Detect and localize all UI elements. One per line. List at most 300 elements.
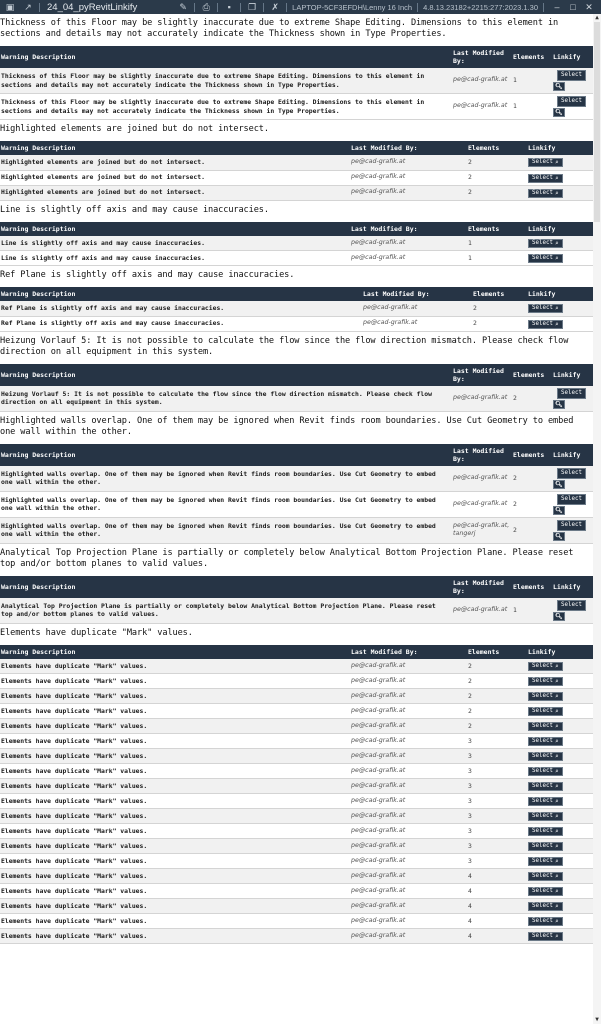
select-button[interactable] <box>528 812 563 821</box>
table-header-row <box>0 46 593 68</box>
col-warning-description: Warning Description <box>1 647 76 656</box>
select-label: Select <box>532 843 553 849</box>
select-label: Select <box>532 783 553 789</box>
col-elements: Elements <box>513 582 545 591</box>
select-label: Select <box>532 873 553 879</box>
element-count: 2 <box>512 386 552 412</box>
element-count: 2 <box>467 704 527 719</box>
last-modified-by: pe@cad-grafik.at <box>350 914 467 929</box>
col-linkify: Linkify <box>528 647 556 656</box>
element-count: 3 <box>467 854 527 869</box>
section-title: Highlighted elements are joined but do not intersect. <box>0 124 269 134</box>
col-elements: Elements <box>473 290 505 298</box>
linkify-cell <box>527 854 593 869</box>
select-label: Select <box>532 828 553 834</box>
select-button[interactable] <box>528 189 563 198</box>
window-titlebar <box>0 0 601 14</box>
element-count: 2 <box>467 185 527 200</box>
search-icon: ⌕ <box>554 189 559 197</box>
scroll-down-icon[interactable]: ▼ <box>595 1016 599 1023</box>
search-icon: ⌕ <box>554 888 559 895</box>
scrollbar-thumb[interactable] <box>594 22 600 222</box>
warning-description: Elements have duplicate "Mark" values. <box>0 704 350 719</box>
section-title: Heizung Vorlauf 5: It is not possible to calculate the flow since the flow direction mismatch. Please check flow direction on all equipment in this system. <box>0 335 569 357</box>
last-modified-by: pe@cad-grafik.at <box>350 884 467 899</box>
warning-description: Highlighted elements are joined but do not intersect. <box>0 155 350 170</box>
select-label: Select <box>532 813 553 819</box>
section-title: Thickness of this Floor may be slightly inaccurate due to extreme Shape Editing. Dimensions to this element in sections and details may not accurately indicate the Thickness shown in Type Properties. <box>0 18 559 39</box>
table-row <box>0 466 593 492</box>
vertical-scrollbar[interactable] <box>593 14 601 1024</box>
section-title: Line is slightly off axis and may cause inaccuracies. <box>0 204 269 215</box>
select-label: Select <box>532 678 553 684</box>
table-row <box>0 491 593 517</box>
divider <box>194 3 195 12</box>
edit-icon[interactable]: ✎ <box>179 1 187 12</box>
linkify-cell <box>527 824 593 839</box>
last-modified-by: pe@cad-grafik.at <box>350 899 467 914</box>
table-row <box>0 764 593 779</box>
table-row <box>0 170 593 185</box>
warning-description: Highlighted walls overlap. One of them may be ignored when Revit finds room boundaries. Use Cut Geometry to embed one wall within the other. <box>0 517 452 543</box>
close-button[interactable]: ✕ <box>585 1 593 12</box>
linkify-cell <box>527 155 593 170</box>
select-label: Select <box>532 768 553 774</box>
element-count: 4 <box>467 929 527 944</box>
last-modified-by: pe@cad-grafik.at <box>350 779 467 794</box>
select-button[interactable] <box>528 842 563 851</box>
select-button[interactable] <box>528 917 563 926</box>
warning-description: Elements have duplicate "Mark" values. <box>0 779 350 794</box>
warning-description: Highlighted elements are joined but do not intersect. <box>0 185 350 200</box>
select-button[interactable] <box>553 70 586 91</box>
search-icon[interactable]: 🔍︎ <box>555 506 563 514</box>
table-row <box>0 869 593 884</box>
section-title: Ref Plane is slightly off axis and may cause inaccuracies. <box>0 270 295 280</box>
warning-section <box>0 412 593 544</box>
search-icon[interactable]: 🔍︎ <box>555 83 563 90</box>
last-modified-by: pe@cad-grafik.at <box>452 491 512 517</box>
search-icon: ⌕ <box>554 174 559 182</box>
element-count: 2 <box>472 301 527 316</box>
search-icon: ⌕ <box>554 693 559 700</box>
col-last-modified: Last Modified By: <box>351 224 418 233</box>
warning-description: Highlighted elements are joined but do not intersect. <box>0 170 350 185</box>
divider <box>39 3 40 12</box>
linkify-cell <box>527 704 593 719</box>
linkify-cell <box>552 386 593 412</box>
table-row <box>0 779 593 794</box>
table-header-row <box>0 444 593 466</box>
table-row <box>0 185 593 200</box>
linkify-cell <box>527 764 593 779</box>
warning-description: Elements have duplicate "Mark" values. <box>0 659 350 674</box>
col-warning-description: Warning Description <box>1 450 76 459</box>
select-button[interactable] <box>528 239 563 248</box>
warning-description: Elements have duplicate "Mark" values. <box>0 929 350 944</box>
divider <box>240 3 241 12</box>
col-elements: Elements <box>468 647 500 656</box>
linkify-cell <box>527 689 593 704</box>
table-row <box>0 809 593 824</box>
linkify-cell <box>527 794 593 809</box>
linkify-cell <box>527 779 593 794</box>
linkify-cell <box>527 674 593 689</box>
select-button[interactable] <box>553 388 586 409</box>
warnings-table <box>0 46 593 120</box>
col-elements: Elements <box>468 144 500 152</box>
linkify-cell <box>527 316 593 331</box>
element-count: 2 <box>467 170 527 185</box>
element-count: 4 <box>467 869 527 884</box>
section-title: Analytical Top Projection Plane is partially or completely below Analytical Bottom Projection Plane. Please reset top and/or bottom planes to valid values. <box>0 547 574 569</box>
warning-description: Ref Plane is slightly off axis and may cause inaccuracies. <box>0 316 362 331</box>
report-content <box>0 14 593 1024</box>
table-row <box>0 68 593 94</box>
select-button[interactable] <box>528 902 563 911</box>
search-icon: ⌕ <box>554 320 559 328</box>
warning-section <box>0 266 593 332</box>
divider <box>286 3 287 12</box>
search-icon: ⌕ <box>554 768 559 775</box>
table-row <box>0 386 593 412</box>
table-row <box>0 598 593 624</box>
col-linkify: Linkify <box>553 582 581 591</box>
search-icon[interactable]: 🔍︎ <box>555 532 563 540</box>
select-label: Select <box>532 933 553 939</box>
table-header-row <box>0 287 593 301</box>
select-label[interactable]: Select <box>557 600 586 611</box>
warning-section <box>0 624 593 945</box>
table-row <box>0 155 593 170</box>
table-row <box>0 929 593 944</box>
search-icon: ⌕ <box>554 858 559 865</box>
col-elements: Elements <box>513 450 545 459</box>
last-modified-by: pe@cad-grafik.at <box>350 185 467 200</box>
table-row <box>0 517 593 543</box>
warning-section <box>0 120 593 201</box>
col-warning-description: Warning Description <box>1 53 76 61</box>
warnings-table <box>0 222 593 267</box>
select-label: Select <box>532 798 553 804</box>
element-count: 4 <box>467 884 527 899</box>
search-icon[interactable]: 🔍︎ <box>555 109 563 116</box>
warning-description: Elements have duplicate "Mark" values. <box>0 734 350 749</box>
search-icon: ⌕ <box>554 662 559 670</box>
linkify-cell <box>552 598 593 624</box>
select-button[interactable] <box>528 827 563 836</box>
element-count: 2 <box>467 674 527 689</box>
warning-description: Elements have duplicate "Mark" values. <box>0 899 350 914</box>
select-label[interactable]: Select <box>557 70 586 81</box>
select-button[interactable] <box>528 320 563 329</box>
search-icon: ⌕ <box>554 708 559 715</box>
search-icon: ⌕ <box>554 678 559 685</box>
col-linkify: Linkify <box>528 144 556 152</box>
warning-description: Elements have duplicate "Mark" values. <box>0 689 350 704</box>
warning-description: Line is slightly off axis and may cause inaccuracies. <box>0 251 350 266</box>
print-icon[interactable]: ⎙ <box>202 1 210 12</box>
linkify-cell <box>527 301 593 316</box>
search-icon: ⌕ <box>554 933 559 940</box>
last-modified-by: pe@cad-grafik.at <box>350 749 467 764</box>
last-modified-by: pe@cad-grafik.at <box>350 704 467 719</box>
element-count: 3 <box>467 809 527 824</box>
warning-description: Elements have duplicate "Mark" values. <box>0 749 350 764</box>
warning-section <box>0 14 593 120</box>
divider <box>543 3 544 12</box>
select-button[interactable] <box>528 857 563 866</box>
warning-description: Elements have duplicate "Mark" values. <box>0 674 350 689</box>
last-modified-by: pe@cad-grafik.at <box>350 929 467 944</box>
table-row <box>0 749 593 764</box>
select-button[interactable] <box>528 887 563 896</box>
element-count: 3 <box>467 749 527 764</box>
select-label: Select <box>532 723 553 729</box>
select-label: Select <box>532 738 553 744</box>
table-header-row <box>0 645 593 659</box>
table-row <box>0 734 593 749</box>
select-label: Select <box>532 918 553 924</box>
search-icon: ⌕ <box>554 843 559 850</box>
col-linkify: Linkify <box>553 450 581 459</box>
linkify-cell <box>527 899 593 914</box>
select-label: Select <box>532 255 553 261</box>
table-row <box>0 236 593 251</box>
select-button[interactable] <box>553 96 586 117</box>
search-icon: ⌕ <box>554 813 559 820</box>
warnings-table <box>0 576 593 624</box>
divider <box>217 3 218 12</box>
col-warning-description: Warning Description <box>1 224 76 233</box>
table-row <box>0 899 593 914</box>
select-button[interactable] <box>528 737 563 746</box>
element-count: 1 <box>512 598 552 624</box>
element-count: 2 <box>467 155 527 170</box>
select-button[interactable] <box>528 782 563 791</box>
save-icon[interactable]: ▪ <box>227 2 231 12</box>
search-icon: ⌕ <box>554 753 559 760</box>
linkify-cell <box>527 809 593 824</box>
element-count: 2 <box>512 491 552 517</box>
select-button[interactable] <box>528 677 563 686</box>
select-button[interactable] <box>528 254 563 263</box>
table-row <box>0 824 593 839</box>
last-modified-by: pe@cad-grafik.at, tangerj <box>452 517 512 543</box>
select-button[interactable] <box>553 468 586 489</box>
last-modified-by: pe@cad-grafik.at <box>350 170 467 185</box>
select-label[interactable]: Select <box>557 494 586 505</box>
warning-description: Analytical Top Projection Plane is partially or completely below Analytical Bottom Projection Plane. Please reset top and/or bottom planes to valid values. <box>0 598 452 624</box>
minimize-button[interactable]: – <box>554 2 560 12</box>
last-modified-by: pe@cad-grafik.at <box>350 689 467 704</box>
copy-icon[interactable]: ❐ <box>248 1 257 12</box>
select-button[interactable] <box>528 722 563 731</box>
search-icon: ⌕ <box>554 873 559 880</box>
last-modified-by: pe@cad-grafik.at <box>452 466 512 492</box>
select-label[interactable]: Select <box>557 468 586 479</box>
linkify-cell <box>552 491 593 517</box>
element-count: 1 <box>512 68 552 94</box>
element-count: 2 <box>467 689 527 704</box>
select-button[interactable] <box>528 662 563 671</box>
select-label[interactable]: Select <box>557 388 586 399</box>
element-count: 4 <box>467 899 527 914</box>
col-last-modified: Last Modified By: <box>363 290 430 298</box>
linkify-cell <box>527 884 593 899</box>
search-icon[interactable]: 🔍︎ <box>555 480 563 488</box>
last-modified-by: pe@cad-grafik.at <box>452 598 512 624</box>
element-count: 1 <box>512 94 552 120</box>
table-row <box>0 94 593 120</box>
pin-off-icon[interactable]: ✗ <box>271 1 279 12</box>
last-modified-by: pe@cad-grafik.at <box>452 386 512 412</box>
warning-description: Elements have duplicate "Mark" values. <box>0 914 350 929</box>
table-row <box>0 914 593 929</box>
element-count: 3 <box>467 839 527 854</box>
col-warning-description: Warning Description <box>1 144 76 152</box>
select-label: Select <box>532 903 553 909</box>
terminal-icon[interactable]: ▣ <box>5 1 15 12</box>
select-button[interactable] <box>528 707 563 716</box>
machine-name: LAPTOP-5CF3EFDH\Lenny 16 Inch <box>292 2 413 12</box>
select-label[interactable]: Select <box>557 96 586 107</box>
search-icon: ⌕ <box>554 918 559 925</box>
table-row <box>0 301 593 316</box>
window-title: 24_04_pyRevitLinkify <box>47 1 138 13</box>
col-last-modified: Last Modified By: <box>453 366 504 383</box>
table-row <box>0 251 593 266</box>
element-count: 1 <box>467 251 527 266</box>
select-button[interactable] <box>553 494 586 515</box>
element-count: 2 <box>512 517 552 543</box>
select-button[interactable] <box>528 158 563 167</box>
warning-description: Thickness of this Floor may be slightly inaccurate due to extreme Shape Editing. Dimensions to this element in sections and details may not accurately indicate the Thickness shown in Type Properties. <box>0 68 452 94</box>
select-button[interactable] <box>528 797 563 806</box>
linkify-cell <box>527 929 593 944</box>
warning-description: Elements have duplicate "Mark" values. <box>0 854 350 869</box>
element-count: 2 <box>472 316 527 331</box>
element-count: 3 <box>467 764 527 779</box>
last-modified-by: pe@cad-grafik.at <box>350 734 467 749</box>
last-modified-by: pe@cad-grafik.at <box>350 251 467 266</box>
select-label: Select <box>532 305 553 312</box>
element-count: 2 <box>467 659 527 674</box>
last-modified-by: pe@cad-grafik.at <box>350 719 467 734</box>
linkify-cell <box>552 517 593 543</box>
col-warning-description: Warning Description <box>1 370 76 379</box>
search-icon: ⌕ <box>554 798 559 805</box>
last-modified-by: pe@cad-grafik.at <box>362 316 472 331</box>
linkify-cell <box>527 185 593 200</box>
warning-description: Elements have duplicate "Mark" values. <box>0 824 350 839</box>
select-label: Select <box>532 159 553 166</box>
select-label: Select <box>532 189 553 196</box>
warning-description: Ref Plane is slightly off axis and may cause inaccuracies. <box>0 301 362 316</box>
warning-section <box>0 201 593 267</box>
col-last-modified: Last Modified By: <box>453 578 504 595</box>
select-button[interactable] <box>528 932 563 941</box>
col-warning-description: Warning Description <box>1 290 76 298</box>
last-modified-by: pe@cad-grafik.at <box>350 155 467 170</box>
search-icon: ⌕ <box>554 828 559 835</box>
warnings-table <box>0 141 593 201</box>
last-modified-by: pe@cad-grafik.at <box>350 794 467 809</box>
col-last-modified: Last Modified By: <box>351 144 418 152</box>
section-title: Highlighted walls overlap. One of them may be ignored when Revit finds room boundaries. Use Cut Geometry to embed one wall within the other. <box>0 415 574 437</box>
element-count: 4 <box>467 914 527 929</box>
table-row <box>0 316 593 331</box>
select-button[interactable] <box>528 752 563 761</box>
select-button[interactable] <box>528 174 563 183</box>
col-last-modified: Last Modified By: <box>453 446 504 463</box>
linkify-cell <box>527 251 593 266</box>
table-row <box>0 854 593 869</box>
last-modified-by: pe@cad-grafik.at <box>452 68 512 94</box>
select-label: Select <box>532 320 553 327</box>
select-button[interactable] <box>553 520 586 541</box>
divider <box>263 3 264 12</box>
col-last-modified: Last Modified By: <box>453 49 504 65</box>
table-row <box>0 689 593 704</box>
table-row <box>0 704 593 719</box>
table-header-row <box>0 222 593 236</box>
last-modified-by: pe@cad-grafik.at <box>350 659 467 674</box>
linkify-cell <box>552 466 593 492</box>
col-linkify: Linkify <box>553 53 581 61</box>
last-modified-by: pe@cad-grafik.at <box>362 301 472 316</box>
linkify-cell <box>527 734 593 749</box>
table-row <box>0 794 593 809</box>
col-elements: Elements <box>468 224 500 233</box>
linkify-cell <box>527 236 593 251</box>
warning-description: Elements have duplicate "Mark" values. <box>0 839 350 854</box>
expand-icon[interactable]: ↗ <box>24 1 32 12</box>
table-header-row <box>0 141 593 155</box>
select-button[interactable] <box>528 692 563 701</box>
search-icon[interactable]: 🔍︎ <box>555 400 563 408</box>
select-button[interactable] <box>528 304 563 313</box>
warning-section <box>0 544 593 624</box>
linkify-cell <box>527 170 593 185</box>
col-linkify: Linkify <box>528 224 556 233</box>
select-label: Select <box>532 693 553 699</box>
col-linkify: Linkify <box>553 370 581 379</box>
col-last-modified: Last Modified By: <box>351 647 418 656</box>
warning-description: Highlighted walls overlap. One of them may be ignored when Revit finds room boundaries. Use Cut Geometry to embed one wall within the other. <box>0 491 452 517</box>
linkify-cell <box>552 68 593 94</box>
maximize-button[interactable]: □ <box>570 2 576 12</box>
divider <box>417 3 418 12</box>
warnings-table <box>0 287 593 332</box>
element-count: 3 <box>467 734 527 749</box>
select-label: Select <box>532 858 553 864</box>
warning-description: Elements have duplicate "Mark" values. <box>0 719 350 734</box>
col-linkify: Linkify <box>528 290 556 298</box>
search-icon[interactable]: 🔍︎ <box>555 612 563 620</box>
select-button[interactable] <box>528 872 563 881</box>
last-modified-by: pe@cad-grafik.at <box>350 839 467 854</box>
select-button[interactable] <box>553 600 586 621</box>
select-button[interactable] <box>528 767 563 776</box>
scroll-up-icon[interactable]: ▲ <box>595 14 599 21</box>
last-modified-by: pe@cad-grafik.at <box>452 94 512 120</box>
element-count: 2 <box>512 466 552 492</box>
search-icon: ⌕ <box>554 723 559 730</box>
search-icon: ⌕ <box>554 255 559 262</box>
select-label: Select <box>532 753 553 759</box>
select-label[interactable]: Select <box>557 520 586 531</box>
